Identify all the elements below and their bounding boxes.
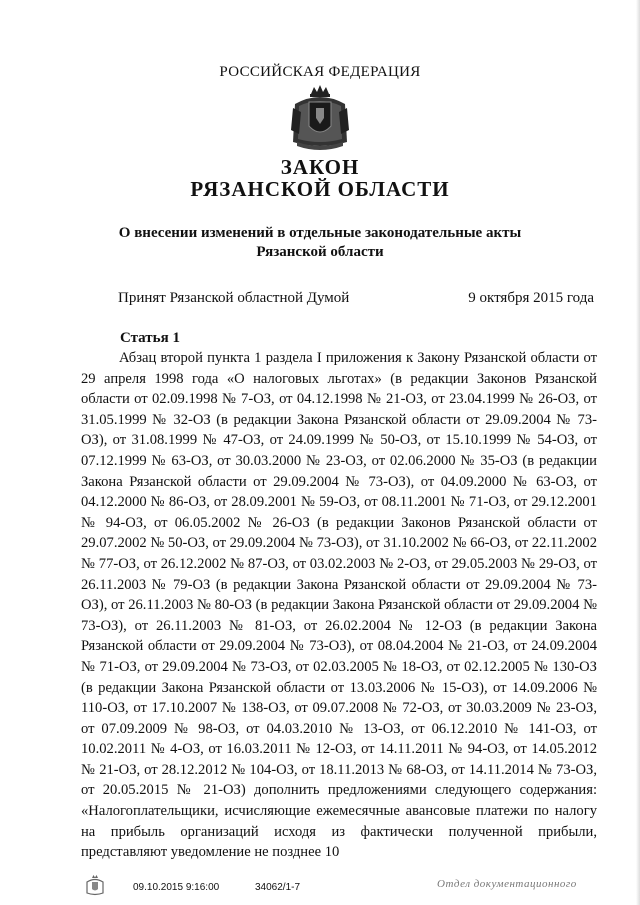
footer-doc-number: 34062/1-7 — [255, 882, 301, 893]
adoption-date: 9 октября 2015 года — [468, 290, 594, 306]
law-title-line1: ЗАКОН — [280, 155, 360, 179]
law-title-line2: РЯЗАНСКОЙ ОБЛАСТИ — [190, 177, 450, 201]
footer-stamp: Отдел документационного — [437, 878, 577, 890]
law-subject — [0, 224, 640, 262]
footer-timestamp: 09.10.2015 9:16:00 — [133, 882, 220, 893]
federation-heading: РОССИЙСКАЯ ФЕДЕРАЦИЯ — [219, 64, 421, 80]
adoption-line — [118, 290, 594, 307]
small-emblem-icon — [84, 874, 106, 896]
article-heading: Статья 1 — [120, 330, 180, 346]
law-title — [0, 156, 640, 200]
article-text: Абзац второй пункта 1 раздела I приложения к Закону Рязанской области от 29 апреля 1998 года «О налоговых льготах» (в редакции Законов Рязанской области от 02.09.1998 № 7-ОЗ, от 04.12.1998 № 21-ОЗ, от 23.04.1999 № 26-ОЗ, от 31.05.1999 № 32-ОЗ (в редакции Закона Рязанской области от 29.09.2004 № 73-ОЗ), от 31.08.1999 № 47-ОЗ, от 24.09.1999 № 50-ОЗ, от 15.10.1999 № 54-ОЗ, от 07.12.1999 № 63-ОЗ, от 30.03.2000 № 23-ОЗ, от 02.06.2000 № 35-ОЗ (в редакции Закона Рязанской области от 29.09.2004 № 73-ОЗ), от 04.09.2000 № 63-ОЗ, от 04.12.2000 № 86-ОЗ, от 28.09.2001 № 59-ОЗ, от 08.11.2001 № 71-ОЗ, от 29.12.2001 № 94-ОЗ, от 06.05.2002 № 26-ОЗ (в редакции Законов Рязанской области от 29.07.2002 № 50-ОЗ, от 29.09.2004 № 73-ОЗ), от 31.10.2002 № 66-ОЗ, от 22.11.2002 № 77-ОЗ, от 26.12.2002 № 87-ОЗ, от 03.02.2003 № 2-ОЗ, от 29.05.2003 № 29-ОЗ, от 26.11.2003 № 79-ОЗ (в редакции Закона Рязанской области от 29.09.2004 № 73-ОЗ), от 26.11.2003 № 80-ОЗ (в редакции Закона Рязанской области от 29.09.2004 № 73-ОЗ), от 26.11.2003 № 81-ОЗ, от 26.02.2004 № 12-ОЗ (в редакции Закона Рязанской области от 29.09.2004 № 73-ОЗ), от 08.04.2004 № 21-ОЗ, от 24.09.2004 № 71-ОЗ, от 29.09.2004 № 73-ОЗ, от 02.03.2005 № 18-ОЗ, от 02.12.2005 № 130-ОЗ (в редакции Закона Рязанской области от 13.03.2006 № 15-ОЗ), от 14.09.2006 № 110-ОЗ, от 17.10.2007 № 138-ОЗ, от 09.07.2008 № 72-ОЗ, от 30.03.2009 № 23-ОЗ, от 07.09.2009 № 98-ОЗ, от 04.03.2010 № 13-ОЗ, от 06.12.2010 № 141-ОЗ, от 10.02.2011 № 4-ОЗ, от 16.03.2011 № 12-ОЗ, от 14.11.2011 № 94-ОЗ, от 14.05.2012 № 21-ОЗ, от 28.12.2012 № 104-ОЗ, от 18.11.2013 № 68-ОЗ, от 14.11.2014 № 73-ОЗ, от 20.05.2015 № 21-ОЗ) дополнить предложениями следующего содержания: «Налогоплательщики, исчисляющие ежемесячные авансовые платежи по налогу на прибыль организаций исходя из фактически полученной прибыли, представляют уведомление не позднее 10 — [81, 350, 597, 861]
law-subject-line2: Рязанской области — [256, 244, 384, 260]
coat-of-arms-icon — [287, 84, 353, 152]
adopting-body: Принят Рязанской областной Думой — [118, 290, 350, 306]
law-subject-line1: О внесении изменений в отдельные законодательные акты — [118, 225, 522, 241]
scan-edge — [636, 0, 640, 905]
